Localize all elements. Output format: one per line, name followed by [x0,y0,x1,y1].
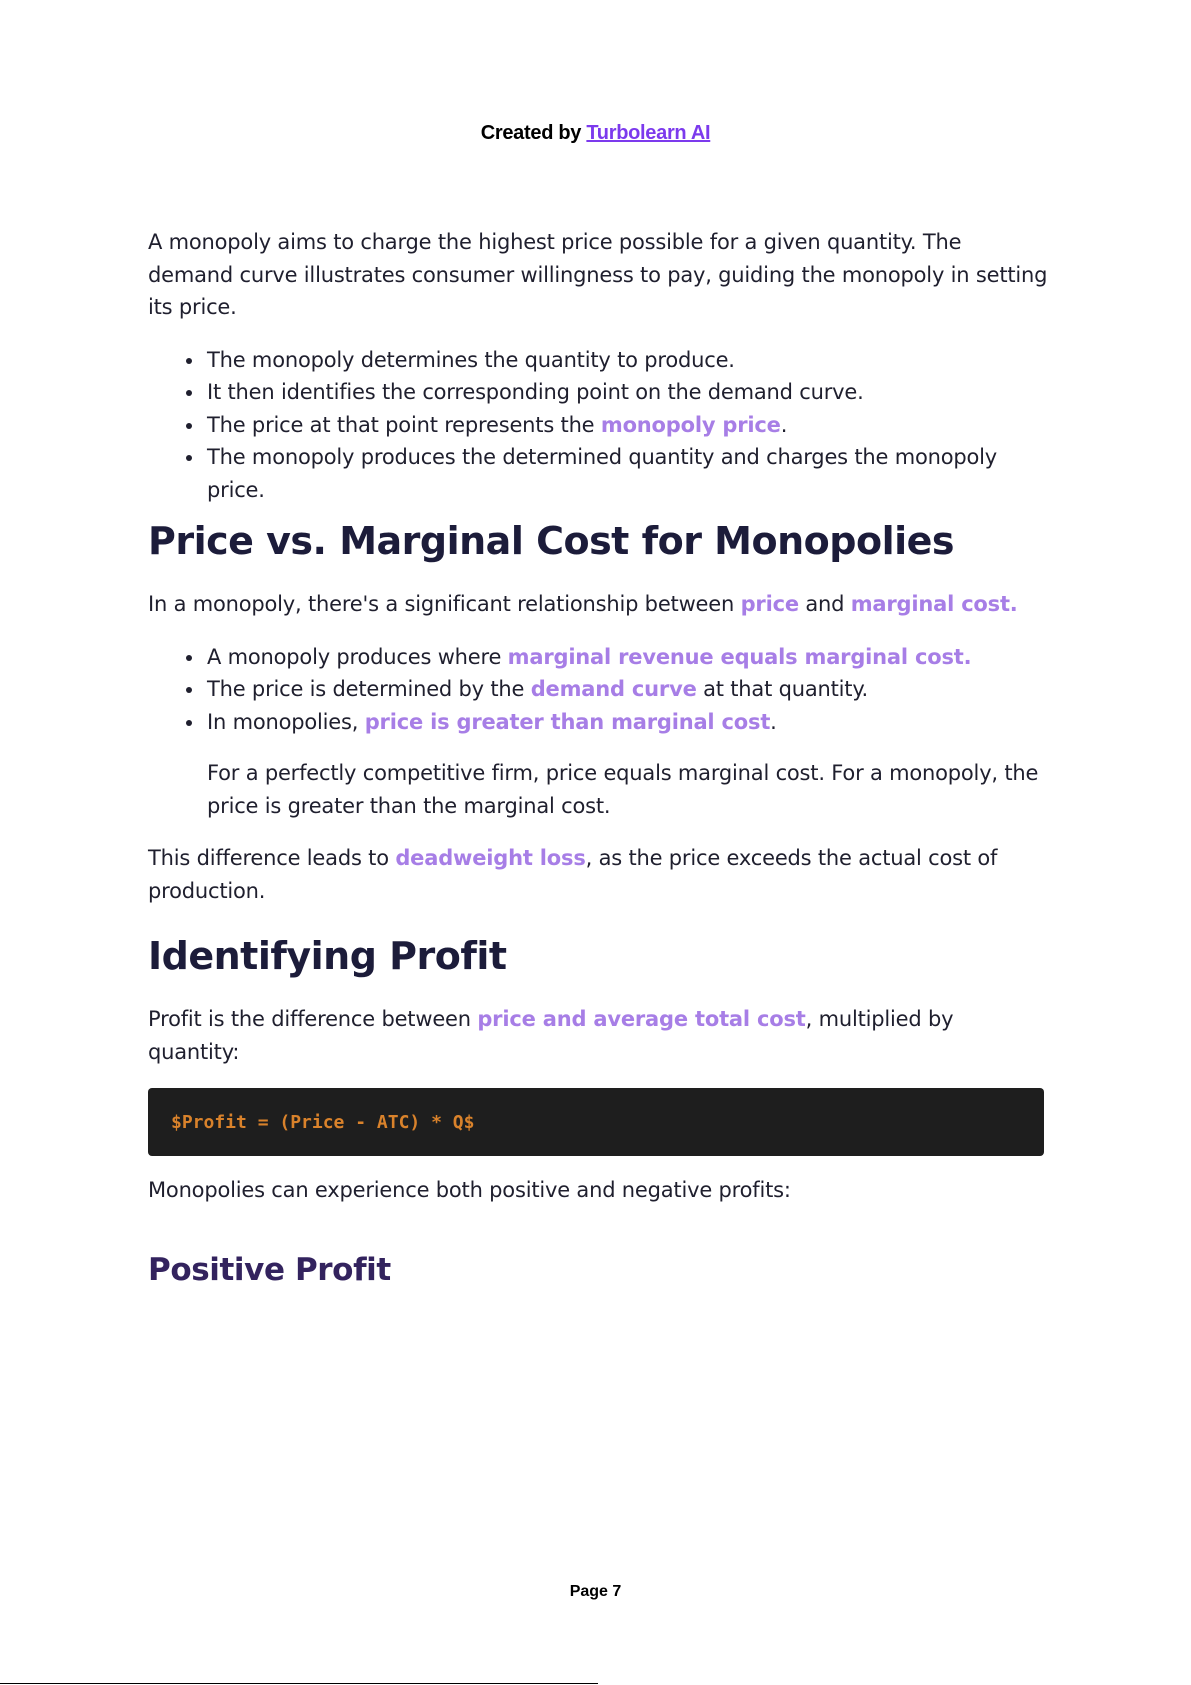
profit-formula: $Profit = (Price - ATC) * Q$ [171,1111,475,1133]
intro-paragraph: A monopoly aims to charge the highest price possible for a given quantity. The demand curve illustrates consumer willingness to pay, guiding the monopoly in setting its price. [148,230,1048,319]
page-header [0,122,1191,145]
section1-bullet-list [148,641,1048,739]
blockquote: For a perfectly competitive firm, price equals marginal cost. For a monopoly, the price is greater than the marginal cost. [207,761,1039,818]
section1-bullet-2: The price is determined by the demand curve at that quantity. [148,673,1048,706]
turbolearn-link[interactable]: Turbolearn AI [586,122,711,144]
code-block [148,1088,1044,1156]
section-heading-price-vs-mc: Price vs. Marginal Cost for Monopolies [148,519,955,563]
highlight-price-gt-mc: price is greater than marginal cost [364,709,771,734]
section2-paragraph-2: Monopolies can experience both positive and negative profits: [148,1178,791,1202]
document-body [148,226,1048,1288]
bottom-divider [0,1683,598,1684]
highlight-monopoly-price: monopoly price [600,412,781,437]
intro-bullet-1: The monopoly determines the quantity to produce. [148,344,1048,377]
intro-bullet-4: The monopoly produces the determined quantity and charges the monopoly price. [148,441,1048,506]
highlight-price: price [740,592,799,616]
section1-paragraph: In a monopoly, there's a significant relationship between price and marginal cost. [148,592,1018,616]
section1-paragraph-2: This difference leads to deadweight loss, as the price exceeds the actual cost of production. [148,846,998,903]
highlight-mr-equals-mc: marginal revenue equals marginal cost. [507,644,972,669]
intro-bullet-list [148,344,1048,507]
highlight-deadweight-loss: deadweight loss [395,846,586,870]
header-prefix: Created by [480,122,587,144]
section1-bullet-3: In monopolies, price is greater than marginal cost. [148,706,1048,739]
highlight-price-and-atc: price and average total cost [477,1007,806,1031]
subheading-positive-profit: Positive Profit [148,1251,391,1288]
intro-bullet-2: It then identifies the corresponding point on the demand curve. [148,376,1048,409]
section2-paragraph: Profit is the difference between price and average total cost, multiplied by quantity: [148,1007,954,1064]
highlight-marginal-cost: marginal cost. [850,592,1018,616]
intro-bullet-3: The price at that point represents the monopoly price. [148,409,1048,442]
section1-bullet-1: A monopoly produces where marginal revenue equals marginal cost. [148,641,1048,674]
highlight-demand-curve: demand curve [530,677,697,701]
page-number: Page 7 [569,1583,622,1600]
section-heading-identifying-profit: Identifying Profit [148,934,507,978]
